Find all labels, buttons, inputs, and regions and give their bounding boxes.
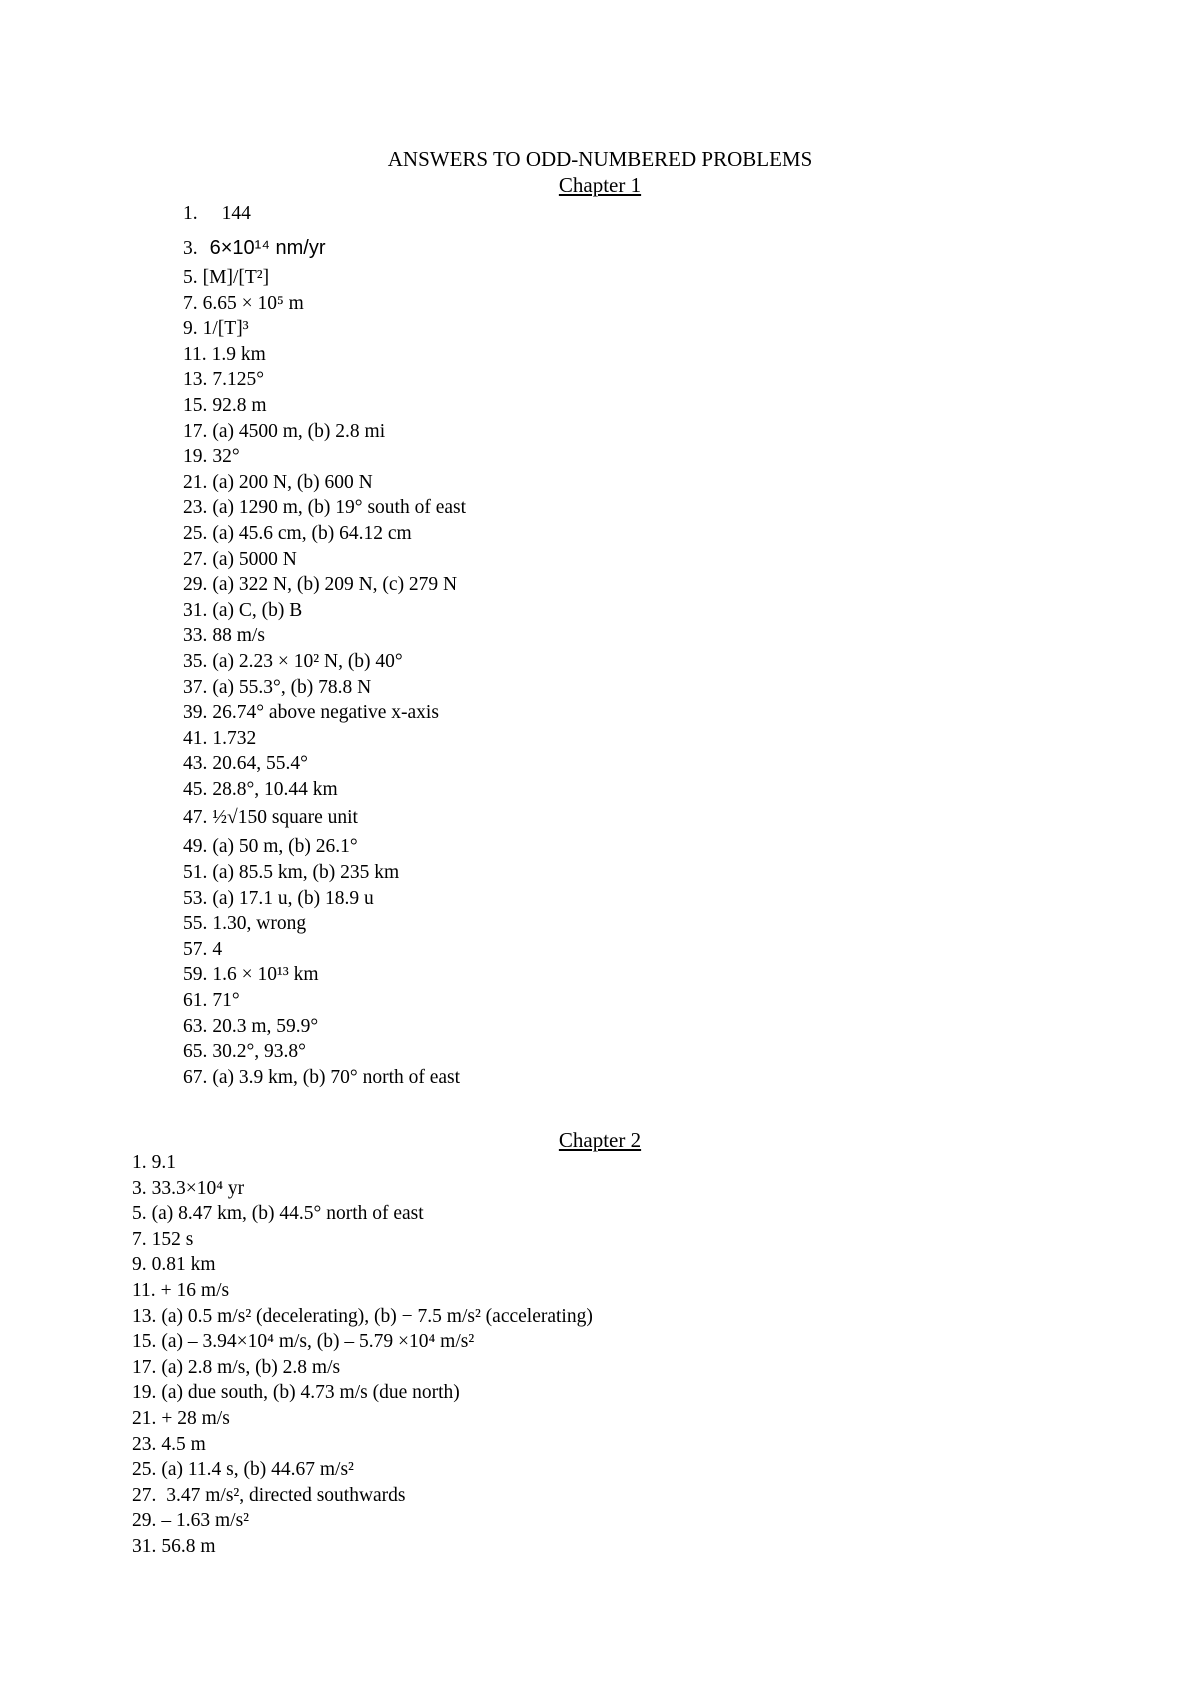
answer-number: 7. bbox=[183, 292, 198, 314]
answer-text: – 1.63 m/s² bbox=[161, 1510, 250, 1532]
answer-text: 33.3×10⁴ yr bbox=[151, 1177, 245, 1199]
answer-item bbox=[183, 675, 466, 701]
answer-text: (a) 0.5 m/s² (decelerating), (b) − 7.5 m/s² (accelerating) bbox=[161, 1305, 593, 1327]
answer-text: 26.74° above negative x-axis bbox=[212, 702, 439, 724]
answer-item bbox=[183, 1014, 466, 1040]
answer-text: [M]/[T²] bbox=[202, 267, 270, 288]
answer-item bbox=[132, 1278, 593, 1304]
answer-number: 17. bbox=[183, 420, 208, 442]
answer-text: 6.65 × 10⁵ m bbox=[202, 292, 304, 314]
answer-text: 4 bbox=[212, 938, 223, 960]
answer-item bbox=[132, 1227, 593, 1253]
answer-number: 53. bbox=[183, 887, 208, 909]
answer-number: 19. bbox=[183, 446, 208, 468]
answer-item bbox=[183, 860, 466, 886]
answer-item bbox=[183, 1065, 466, 1091]
answer-number: 27. bbox=[132, 1484, 157, 1506]
answer-number: 41. bbox=[183, 727, 208, 749]
answer-item bbox=[183, 521, 466, 547]
answer-text: (a) 322 N, (b) 209 N, (c) 279 N bbox=[212, 574, 458, 596]
answer-number: 61. bbox=[183, 990, 208, 1012]
chapter-2-answer-list bbox=[132, 1150, 593, 1560]
answer-text: 28.8°, 10.44 km bbox=[212, 778, 338, 800]
answer-text: 20.3 m, 59.9° bbox=[212, 1015, 319, 1037]
answer-item bbox=[183, 1039, 466, 1065]
answer-item bbox=[132, 1176, 593, 1202]
answer-item bbox=[183, 649, 466, 675]
answer-text: (a) 3.9 km, (b) 70° north of east bbox=[212, 1066, 461, 1088]
answer-number: 35. bbox=[183, 650, 208, 672]
answer-text: 20.64, 55.4° bbox=[212, 753, 308, 775]
answer-number: 31. bbox=[183, 599, 208, 621]
answer-text: 1.6 × 10¹³ km bbox=[212, 964, 319, 986]
answer-number: 49. bbox=[183, 836, 208, 858]
answer-text: 56.8 m bbox=[161, 1535, 216, 1557]
answer-number: 1. bbox=[183, 203, 198, 224]
answer-text: (a) 4500 m, (b) 2.8 mi bbox=[212, 420, 386, 442]
chapter-1-answer-list bbox=[183, 197, 466, 1090]
answer-item bbox=[132, 1457, 593, 1483]
answer-number: 63. bbox=[183, 1015, 208, 1037]
answer-text: 152 s bbox=[151, 1228, 194, 1250]
answer-number: 45. bbox=[183, 778, 208, 800]
answer-number: 1. bbox=[132, 1152, 147, 1173]
answer-item bbox=[183, 572, 466, 598]
answer-text: 71° bbox=[212, 990, 240, 1012]
answer-number: 9. bbox=[132, 1254, 147, 1276]
answer-item bbox=[132, 1380, 593, 1406]
answer-text: 88 m/s bbox=[212, 625, 265, 647]
answer-text: + 28 m/s bbox=[161, 1407, 230, 1429]
answer-item bbox=[183, 316, 466, 342]
answer-number: 11. bbox=[132, 1279, 156, 1301]
answer-number: 9. bbox=[183, 318, 198, 340]
answer-number: 23. bbox=[132, 1433, 157, 1455]
answer-item bbox=[183, 342, 466, 368]
answer-number: 29. bbox=[132, 1510, 157, 1532]
answer-number: 3. bbox=[132, 1177, 147, 1199]
answer-text: 4.5 m bbox=[161, 1433, 206, 1455]
answer-item bbox=[183, 751, 466, 777]
answer-item bbox=[183, 962, 466, 988]
answer-number: 25. bbox=[183, 522, 208, 544]
answer-item bbox=[183, 700, 466, 726]
answer-item bbox=[183, 495, 466, 521]
answer-number: 13. bbox=[183, 369, 208, 391]
answer-item bbox=[183, 197, 466, 231]
answer-text: 3.47 m/s², directed southwards bbox=[161, 1484, 406, 1506]
answer-item bbox=[132, 1252, 593, 1278]
answer-number: 15. bbox=[132, 1331, 157, 1353]
answer-item bbox=[183, 598, 466, 624]
answer-text: 1.9 km bbox=[211, 343, 266, 365]
answer-text: 32° bbox=[212, 446, 240, 468]
answer-text: 9.1 bbox=[151, 1152, 176, 1173]
answer-text: 7.125° bbox=[212, 369, 265, 391]
answer-item bbox=[132, 1201, 593, 1227]
answer-item bbox=[183, 802, 466, 834]
answer-item bbox=[132, 1329, 593, 1355]
answer-text: 6×10¹⁴ nm/yr bbox=[209, 237, 326, 259]
answer-text: (a) – 3.94×10⁴ m/s, (b) – 5.79 ×10⁴ m/s² bbox=[161, 1331, 475, 1353]
answer-item bbox=[132, 1355, 593, 1381]
answer-text: (a) 2.23 × 10² N, (b) 40° bbox=[212, 650, 403, 672]
document-title: ANSWERS TO ODD-NUMBERED PROBLEMS bbox=[387, 147, 813, 171]
answer-item bbox=[183, 911, 466, 937]
answer-number: 43. bbox=[183, 753, 208, 775]
answer-text: (a) 50 m, (b) 26.1° bbox=[212, 836, 358, 858]
answer-item bbox=[132, 1483, 593, 1509]
answer-item bbox=[183, 726, 466, 752]
answer-number: 47. bbox=[183, 807, 208, 829]
answer-number: 23. bbox=[183, 497, 208, 519]
answer-number: 39. bbox=[183, 702, 208, 724]
answer-item bbox=[132, 1432, 593, 1458]
answer-item bbox=[132, 1534, 593, 1560]
answer-number: 13. bbox=[132, 1305, 157, 1327]
answer-number: 33. bbox=[183, 625, 208, 647]
answer-item bbox=[183, 291, 466, 317]
answer-number: 67. bbox=[183, 1066, 208, 1088]
answer-number: 51. bbox=[183, 862, 208, 884]
answer-item bbox=[183, 886, 466, 912]
answer-item bbox=[132, 1150, 593, 1176]
answer-number: 31. bbox=[132, 1535, 157, 1557]
answer-number: 27. bbox=[183, 548, 208, 570]
answer-text: (a) 200 N, (b) 600 N bbox=[212, 471, 373, 493]
answer-text: 0.81 km bbox=[151, 1254, 216, 1276]
answer-text: (a) 11.4 s, (b) 44.67 m/s² bbox=[161, 1459, 354, 1481]
chapter-2-heading: Chapter 2 bbox=[558, 1128, 642, 1152]
answer-text: 1.30, wrong bbox=[212, 913, 307, 935]
answer-number: 25. bbox=[132, 1459, 157, 1481]
answer-item bbox=[132, 1508, 593, 1534]
answer-text: 92.8 m bbox=[212, 394, 267, 416]
answer-number: 65. bbox=[183, 1041, 208, 1063]
answer-text: (a) C, (b) B bbox=[212, 599, 303, 621]
answer-text: (a) 17.1 u, (b) 18.9 u bbox=[212, 887, 374, 909]
answer-text: (a) 5000 N bbox=[212, 548, 297, 570]
answer-text: (a) due south, (b) 4.73 m/s (due north) bbox=[161, 1382, 460, 1404]
answer-item bbox=[183, 834, 466, 860]
answer-item bbox=[183, 393, 466, 419]
answer-number: 11. bbox=[183, 343, 207, 365]
answer-number: 55. bbox=[183, 913, 208, 935]
answer-number: 19. bbox=[132, 1382, 157, 1404]
answer-number: 17. bbox=[132, 1356, 157, 1378]
answer-text: + 16 m/s bbox=[160, 1279, 230, 1301]
answer-text: ½√150 square unit bbox=[212, 807, 358, 829]
answer-item bbox=[183, 777, 466, 803]
answer-item bbox=[183, 623, 466, 649]
answer-item bbox=[183, 231, 466, 265]
answer-number: 59. bbox=[183, 964, 208, 986]
answer-item bbox=[183, 547, 466, 573]
answer-number: 21. bbox=[183, 471, 208, 493]
answer-item bbox=[183, 444, 466, 470]
answer-text: 30.2°, 93.8° bbox=[212, 1041, 306, 1063]
answer-text: (a) 2.8 m/s, (b) 2.8 m/s bbox=[161, 1356, 341, 1378]
answer-number: 29. bbox=[183, 574, 208, 596]
answer-item bbox=[183, 419, 466, 445]
answer-text: (a) 1290 m, (b) 19° south of east bbox=[212, 497, 467, 519]
answer-text: 144 bbox=[221, 203, 251, 224]
answer-item bbox=[132, 1406, 593, 1432]
answer-item bbox=[183, 988, 466, 1014]
chapter-1-heading: Chapter 1 bbox=[558, 173, 642, 197]
answer-item bbox=[183, 367, 466, 393]
answer-number: 37. bbox=[183, 676, 208, 698]
answer-text: (a) 45.6 cm, (b) 64.12 cm bbox=[212, 522, 412, 544]
answer-number: 15. bbox=[183, 394, 208, 416]
answer-item bbox=[183, 470, 466, 496]
answer-text: 1/[T]³ bbox=[202, 318, 249, 340]
answer-number: 57. bbox=[183, 938, 208, 960]
answer-text: (a) 55.3°, (b) 78.8 N bbox=[212, 676, 372, 698]
answer-text: (a) 8.47 km, (b) 44.5° north of east bbox=[151, 1203, 424, 1225]
answer-item bbox=[183, 265, 466, 291]
answer-number: 3. bbox=[183, 238, 198, 259]
answer-number: 5. bbox=[132, 1203, 147, 1225]
answer-text: (a) 85.5 km, (b) 235 km bbox=[212, 862, 400, 884]
answer-item bbox=[183, 937, 466, 963]
answer-number: 21. bbox=[132, 1407, 157, 1429]
answer-number: 5. bbox=[183, 267, 198, 288]
answer-text: 1.732 bbox=[212, 727, 257, 749]
answer-item bbox=[132, 1304, 593, 1330]
answer-number: 7. bbox=[132, 1228, 147, 1250]
